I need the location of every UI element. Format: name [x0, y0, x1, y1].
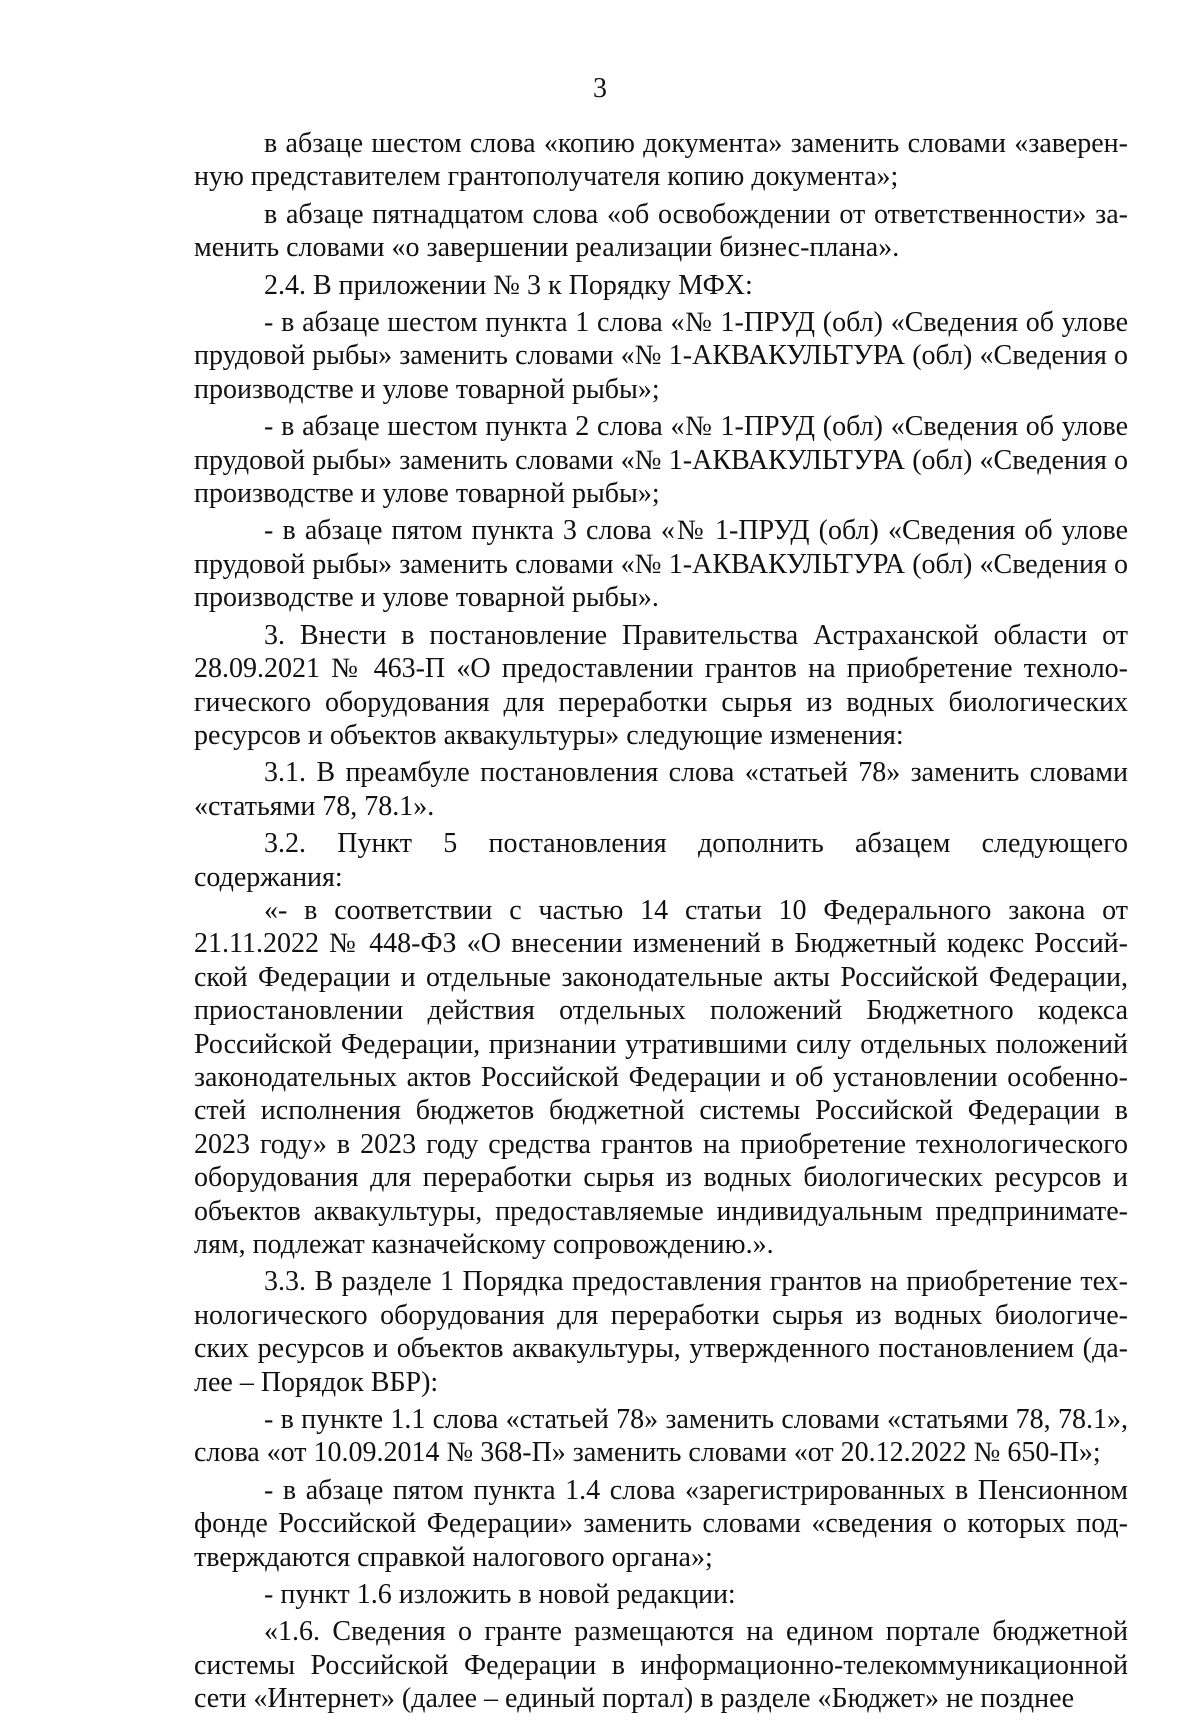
paragraph: 3.1. В преамбуле постановления слова «статьей 78» заменить словами «статьями 78, 78.1».: [194, 757, 1128, 822]
paragraph: - в абзаце шестом пункта 2 слова «№ 1-ПРУД (обл) «Сведения об улове прудовой рыбы» заменить словами «№ 1-АКВАКУЛЬТУРА (обл) «Сведения о производстве и улове товарной рыбы»;: [194, 411, 1128, 510]
document-body: [194, 127, 1128, 1716]
paragraph: - в абзаце пятом пункта 3 слова «№ 1-ПРУД (обл) «Сведения об улове прудовой рыбы» заменить словами «№ 1-АКВАКУЛЬТУРА (обл) «Сведения о производстве и улове товарной рыбы».: [194, 515, 1128, 614]
paragraph: - в пункте 1.1 слова «статьей 78» заменить словами «статьями 78, 78.1», слова «от 10.09.2014 № 368-П» заменить словами «от 20.12.2022 № 650-П»;: [194, 1404, 1128, 1469]
paragraph: в абзаце шестом слова «копию документа» заменить словами «заверенную представителем грантополучателя копию документа»;: [194, 128, 1128, 193]
paragraph: - в абзаце шестом пункта 1 слова «№ 1-ПРУД (обл) «Сведения об улове прудовой рыбы» заменить словами «№ 1-АКВАКУЛЬТУРА (обл) «Сведения о производстве и улове товарной рыбы»;: [194, 307, 1128, 405]
paragraph: 2.4. В приложении № 3 к Порядку МФХ:: [264, 269, 753, 301]
paragraph: 3. Внести в постановление Правительства Астраханской области от 28.09.2021 № 463-П «О предоставлении грантов на приобретение технологического оборудования для переработки сырья из водных биологических ресурсов и объектов аквакультуры» следующие изменения:: [194, 619, 1128, 751]
paragraph: 3.2. Пункт 5 постановления дополнить абзацем следующего содержания:: [194, 828, 1128, 893]
paragraph: «- в соответствии с частью 14 статьи 10 Федерального закона от 21.11.2022 № 448-ФЗ «О внесении изменений в Бюджетный кодекс Российской Федерации и отдельные законодательные акты Российской Федерации, приостановлении действия отдельных положений Бюджетного кодекса Российской Федерации, признании утратившими силу отдельных положений законодательных актов Российской Федерации и об установлении особенностей исполнения бюджетов бюджетной системы Российской Федерации в 2023 году» в 2023 году средства грантов на приобретение технологического оборудования для переработки сырья из водных биологических ресурсов и объектов аквакультуры, предоставляемые индивидуальным предпринимателям, подлежат казначейскому сопровождению.».: [194, 894, 1128, 1260]
paragraph: «1.6. Сведения о гранте размещаются на едином портале бюджетной системы Российской Федерации в информационно-телекоммуникационной сети «Интернет» (далее – единый портал) в разделе «Бюджет» не позднее: [194, 1616, 1128, 1715]
paragraph: 3.3. В разделе 1 Порядка предоставления грантов на приобретение технологического оборудования для переработки сырья из водных биологических ресурсов и объектов аквакультуры, утвержденного постановлением (далее – Порядок ВБР):: [194, 1266, 1128, 1398]
paragraph: - в абзаце пятом пункта 1.4 слова «зарегистрированных в Пенсионном фонде Российской Федерации» заменить словами «сведения о которых подтверждаются справкой налогового органа»;: [194, 1474, 1128, 1573]
paragraph: в абзаце пятнадцатом слова «об освобождении от ответственности» заменить словами «о завершении реализации бизнес-плана».: [194, 198, 1128, 264]
page-number: 3: [593, 73, 607, 104]
paragraph: - пункт 1.6 изложить в новой редакции:: [264, 1579, 736, 1611]
